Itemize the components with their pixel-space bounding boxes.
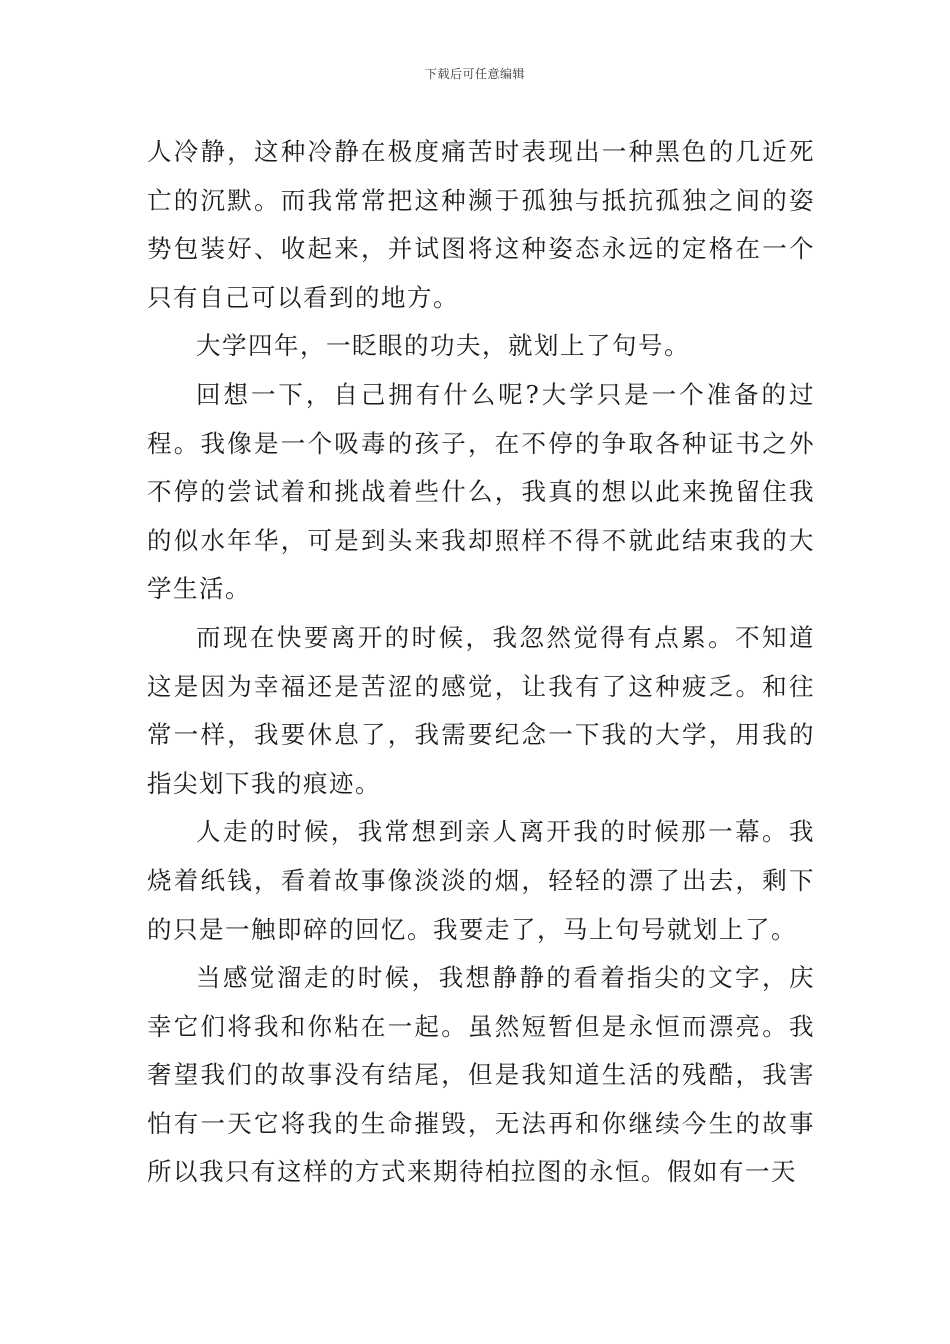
paragraph-2: 大学四年，一眨眼的功夫，就划上了句号。	[196, 331, 690, 361]
paragraph-1: 人冷静，这种冷静在极度痛苦时表现出一种黑色的几近死亡的沉默。而我常常把这种濒于孤独与抵抗孤独之间的姿势包装好、收起来，并试图将这种姿态永远的定格在一个只有自己可以看到的地方。	[147, 137, 815, 312]
paragraph-6: 当感觉溜走的时候，我想静静的看着指尖的文字，庆幸它们将我和你粘在一起。虽然短暂但是永恒而漂亮。我奢望我们的故事没有结尾，但是我知道生活的残酷，我害怕有一天它将我的生命摧毁，无法再和你继续今生的故事所以我只有这样的方式来期待柏拉图的永恒。假如有一天	[147, 963, 815, 1187]
page-header: 下载后可任意编辑	[424, 67, 525, 81]
paragraph-3: 回想一下，自己拥有什么呢?大学只是一个准备的过程。我像是一个吸毒的孩子，在不停的争取各种证书之外不停的尝试着和挑战着些什么，我真的想以此来挽留住我的似水年华，可是到头来我却照样不得不就此结束我的大学生活。	[147, 379, 815, 604]
paragraph-4: 而现在快要离开的时候，我忽然觉得有点累。不知道这是因为幸福还是苦涩的感觉，让我有了这种疲乏。和往常一样，我要休息了，我需要纪念一下我的大学，用我的指尖划下我的痕迹。	[147, 622, 815, 798]
paragraph-5: 人走的时候，我常想到亲人离开我的时候那一幕。我烧着纸钱，看着故事像淡淡的烟，轻轻的漂了出去，剩下的只是一触即碎的回忆。我要走了，马上句号就划上了。	[147, 817, 815, 944]
document-body	[147, 128, 815, 1197]
